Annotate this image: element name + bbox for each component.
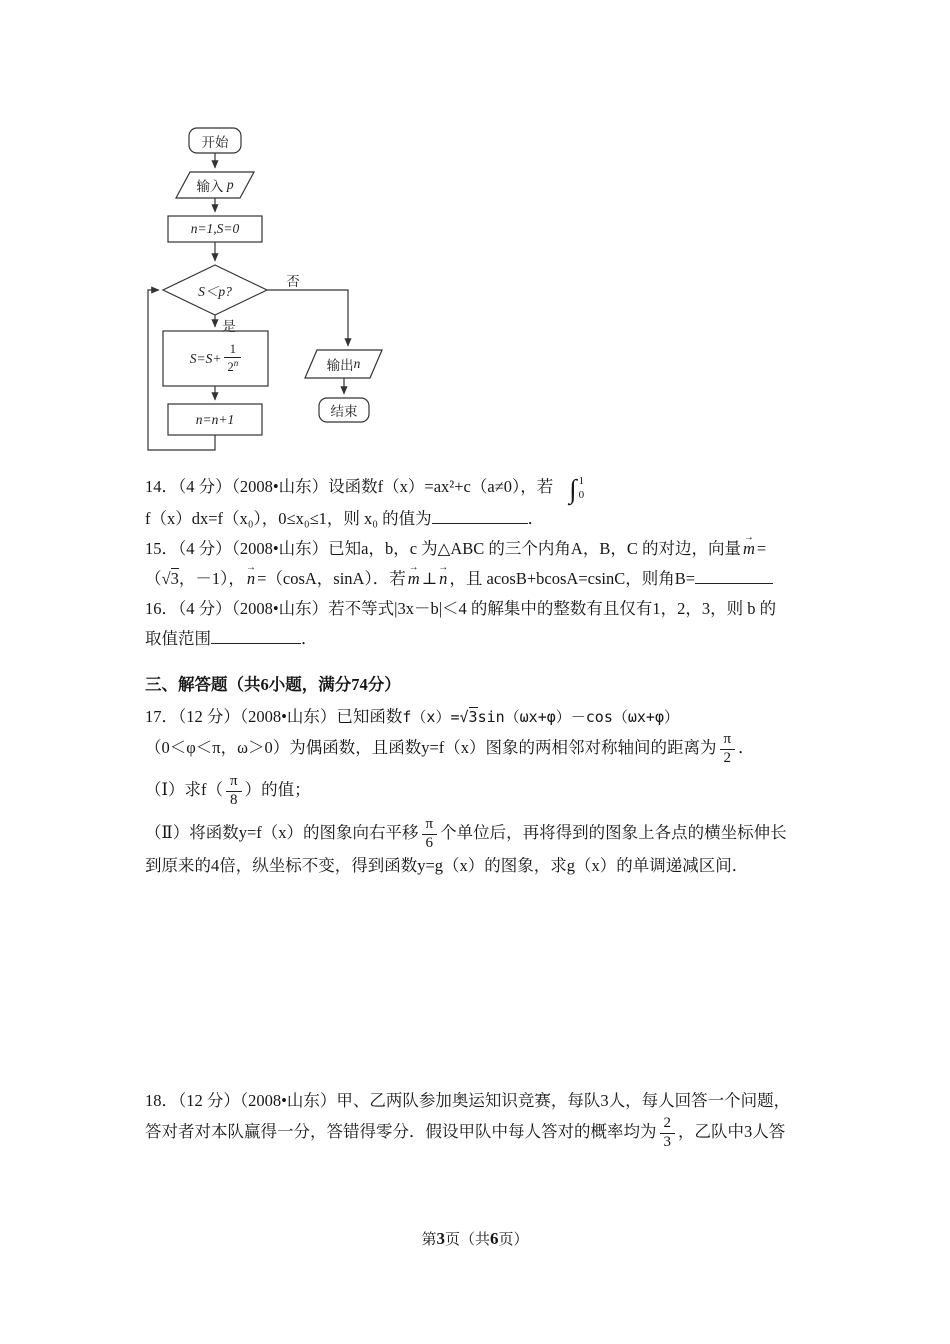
question-15-line2: （√3，－1）， → n =（cosA，sinA）．若 → m ⊥ → n ，且 acosB+bcosA=csinC，则角B= <box>145 564 823 594</box>
flowchart-output-label: 输出 n <box>326 356 361 373</box>
flowchart-input-label: 输入 p <box>196 177 234 194</box>
answer-blank <box>432 509 528 524</box>
question-18-line1: 18．（12 分）（2008•山东）甲、乙两队参加奥运知识竞赛，每队3人，每人回答一个问题， <box>145 1091 791 1111</box>
section-3-header: 三、解答题（共6小题，满分74分） <box>145 674 401 694</box>
question-17-part2-line2: 到原来的4倍，纵坐标不变，得到函数y=g（x）的图象，求g（x）的单调递减区间． <box>145 856 749 876</box>
no-line <box>267 290 348 346</box>
fraction-pi-2: $\frac{\pi}{2}$ <box>720 732 736 767</box>
question-16-line2: 取值范围 ． <box>145 628 318 648</box>
flowchart-start-label: 开始 <box>201 134 229 150</box>
vector-m: → m <box>743 534 755 564</box>
fraction-2-3: $\frac{2}{3}$ <box>660 1116 676 1151</box>
sqrt-3: √3 <box>459 707 478 726</box>
flowchart-no-label: 否 <box>286 273 300 289</box>
vector-n: → n <box>247 564 255 594</box>
answer-blank <box>695 569 773 584</box>
sum-fraction: $\frac{1}{2^n}$ <box>224 343 241 373</box>
question-17-part2-line1: （Ⅱ）将函数y=f（x）的图象向右平移 $\frac{\pi}{6}$ 个单位后，再将得到的图象上各点的横坐标伸长 <box>145 815 787 851</box>
question-17-line2: （0＜φ＜π，ω＞0）为偶函数，且函数y=f（x）图象的两相邻对称轴间的距离为 $\frac{\pi}{2}$ ． <box>145 730 755 766</box>
flowchart-decision-label: S＜p? <box>198 284 232 299</box>
question-17-part1: （Ⅰ）求f（ $\frac{\pi}{8}$ ）的值； <box>145 773 311 809</box>
total-pages: 6 <box>490 1229 499 1248</box>
vector-m: → m <box>408 564 420 594</box>
questions-content <box>145 472 823 1151</box>
question-16-line1: 16．（4 分）（2008•山东）若不等式|3x－b|＜4 的解集中的整数有且仅有1，2，3，则 b 的 <box>145 598 777 618</box>
question-14-line1: 14．（4 分）（2008•山东）设函数f（x）=ax²+c（a≠0），若 ∫ 1 0 <box>145 473 585 504</box>
page-footer: 第3页（共6页） <box>421 1229 529 1248</box>
question-17-line1: 17．（12 分）（2008•山东）已知函数f（x）=√3sin（ωx+φ）－cos（ωx+φ） <box>145 702 823 732</box>
integral-symbol: ∫ 1 0 <box>569 473 585 504</box>
vector-n: → n <box>439 564 447 594</box>
fraction-pi-6: $\frac{\pi}{6}$ <box>422 817 438 852</box>
page-number: 3 <box>436 1229 445 1248</box>
question-18-line2: 答对者对本队赢得一分，答错得零分．假设甲队中每人答对的概率均为 $\frac{2}{3}$ ，乙队中3人答 <box>145 1115 786 1151</box>
answer-blank <box>211 629 301 644</box>
flowchart-yes-label: 是 <box>222 318 236 334</box>
flowchart-sum-label: S=S+ $\frac{1}{2^n}$ <box>163 331 268 386</box>
question-14-line2: f（x）dx=f（x₀），0≤x₀≤1，则 x₀ 的值为 ． <box>145 508 545 528</box>
function-formula: f（x）=√3sin（ωx+φ）－cos（ωx+φ） <box>402 708 679 726</box>
flowchart-end-label: 结束 <box>330 404 358 419</box>
flowchart-init-label: n=1,S=0 <box>190 221 240 236</box>
question-15-line1: 15．（4 分）（2008•山东）已知a，b，c 为△ABC 的三个内角A，B，C 的对边，向量 → m = <box>145 534 823 564</box>
flowchart-increment-label: n=n+1 <box>195 411 235 427</box>
sqrt-3: √3 <box>161 568 179 588</box>
fraction-pi-8: $\frac{\pi}{8}$ <box>226 774 242 809</box>
flowchart <box>140 118 410 466</box>
